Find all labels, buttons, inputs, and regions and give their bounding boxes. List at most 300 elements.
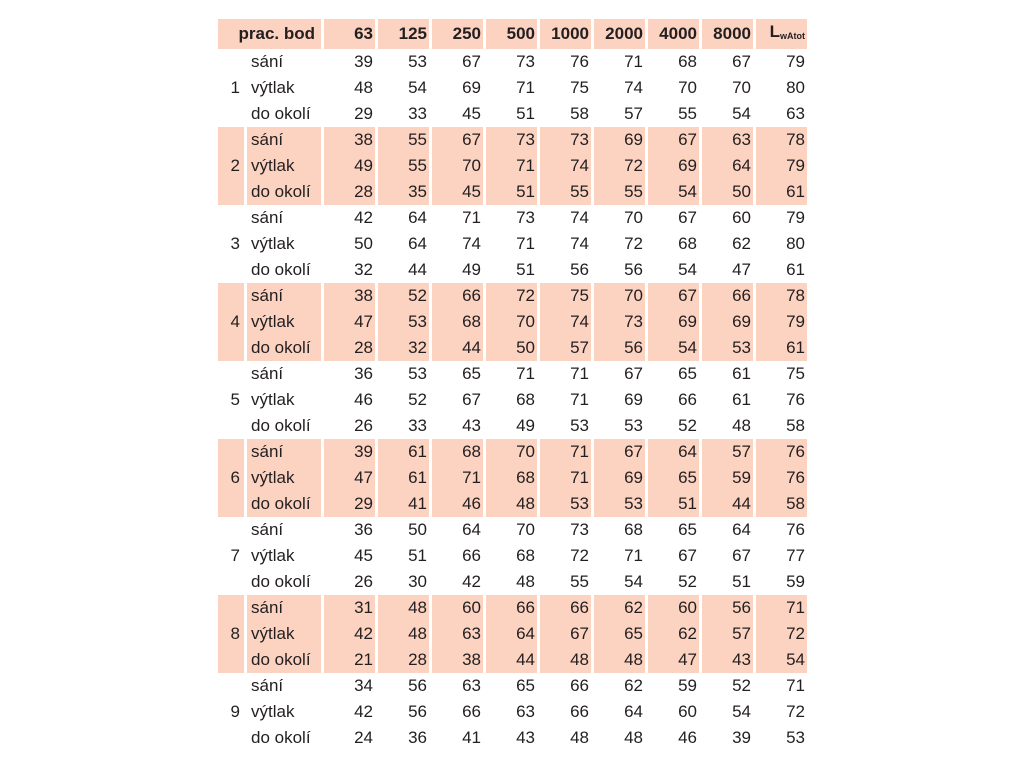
table-row	[218, 673, 807, 699]
table-row	[218, 595, 807, 621]
header-row	[218, 19, 807, 49]
band-level-cell: 46	[678, 728, 697, 747]
band-level-cell: 61	[732, 364, 751, 383]
table-row	[218, 101, 807, 127]
band-level-cell: 56	[594, 335, 645, 361]
operating-point-number: 4	[218, 283, 244, 361]
measurement-kind: do okolí	[251, 104, 311, 123]
band-level-cell: 58	[570, 104, 589, 123]
band-level-cell: 42	[462, 572, 481, 591]
noise-level-table	[215, 19, 810, 751]
operating-point-group	[218, 595, 807, 673]
band-level-cell: 54	[648, 335, 699, 361]
band-level-cell: 49	[516, 416, 535, 435]
measurement-kind: sání	[247, 283, 321, 309]
measurement-kind: výtlak	[247, 153, 321, 179]
band-level-cell: 54	[408, 78, 427, 97]
band-level-cell: 48	[378, 595, 429, 621]
band-level-cell: 71	[570, 364, 589, 383]
measurement-kind: výtlak	[247, 621, 321, 647]
band-level-cell: 66	[570, 676, 589, 695]
total-level-cell: 59	[786, 572, 805, 591]
band-level-cell: 59	[702, 465, 753, 491]
band-level-cell: 53	[624, 416, 643, 435]
band-level-cell: 61	[378, 439, 429, 465]
band-level-cell: 67	[462, 390, 481, 409]
operating-point-number: 7	[230, 546, 240, 565]
total-level-cell: 76	[756, 465, 807, 491]
total-level-cell: 53	[786, 728, 805, 747]
total-level-cell: 58	[756, 491, 807, 517]
total-level-cell: 80	[786, 234, 805, 253]
band-level-cell: 67	[624, 364, 643, 383]
band-level-cell: 65	[678, 520, 697, 539]
band-level-cell: 71	[516, 234, 535, 253]
band-level-cell: 62	[624, 676, 643, 695]
band-level-cell: 69	[648, 309, 699, 335]
noise-table-container	[218, 19, 810, 751]
band-level-cell: 55	[594, 179, 645, 205]
band-level-cell: 64	[462, 520, 481, 539]
band-level-cell: 54	[732, 702, 751, 721]
measurement-kind: výtlak	[251, 702, 295, 721]
table-row	[218, 387, 807, 413]
band-level-cell: 53	[378, 309, 429, 335]
band-level-cell: 71	[486, 153, 537, 179]
band-level-cell: 48	[594, 647, 645, 673]
band-level-cell: 69	[594, 127, 645, 153]
band-level-cell: 52	[732, 676, 751, 695]
band-level-cell: 53	[408, 364, 427, 383]
measurement-kind: výtlak	[247, 309, 321, 335]
measurement-kind: do okolí	[247, 647, 321, 673]
band-level-cell: 63	[702, 127, 753, 153]
band-level-cell: 65	[648, 465, 699, 491]
band-level-cell: 74	[540, 153, 591, 179]
band-level-cell: 69	[702, 309, 753, 335]
table-row	[218, 491, 807, 517]
band-level-cell: 54	[624, 572, 643, 591]
band-level-cell: 47	[324, 309, 375, 335]
band-level-cell: 29	[324, 491, 375, 517]
band-level-cell: 28	[378, 647, 429, 673]
band-level-cell: 56	[702, 595, 753, 621]
band-level-cell: 72	[570, 546, 589, 565]
band-level-cell: 74	[624, 78, 643, 97]
band-level-cell: 46	[432, 491, 483, 517]
band-level-cell: 47	[324, 465, 375, 491]
measurement-kind: výtlak	[247, 465, 321, 491]
measurement-kind: do okolí	[251, 728, 311, 747]
band-level-cell: 44	[408, 260, 427, 279]
band-level-cell: 53	[702, 335, 753, 361]
band-level-cell: 71	[462, 208, 481, 227]
band-level-cell: 57	[624, 104, 643, 123]
table-row	[218, 413, 807, 439]
total-level-cell: 71	[786, 676, 805, 695]
band-level-cell: 70	[624, 208, 643, 227]
band-level-cell: 46	[354, 390, 373, 409]
band-level-cell: 74	[462, 234, 481, 253]
header-band-125: 125	[378, 19, 429, 49]
table-row	[218, 127, 807, 153]
operating-point-group	[218, 439, 807, 517]
total-level-cell: 79	[756, 309, 807, 335]
band-level-cell: 47	[648, 647, 699, 673]
band-level-cell: 48	[732, 416, 751, 435]
band-level-cell: 57	[540, 335, 591, 361]
band-level-cell: 65	[594, 621, 645, 647]
band-level-cell: 35	[378, 179, 429, 205]
band-level-cell: 70	[432, 153, 483, 179]
band-level-cell: 64	[624, 702, 643, 721]
header-band-8000: 8000	[702, 19, 753, 49]
band-level-cell: 70	[516, 520, 535, 539]
total-level-cell: 58	[786, 416, 805, 435]
band-level-cell: 48	[516, 572, 535, 591]
operating-point-group	[218, 517, 807, 595]
band-level-cell: 52	[408, 390, 427, 409]
table-row	[218, 335, 807, 361]
band-level-cell: 48	[486, 491, 537, 517]
band-level-cell: 49	[462, 260, 481, 279]
total-level-cell: 71	[756, 595, 807, 621]
band-level-cell: 67	[648, 127, 699, 153]
band-level-cell: 73	[516, 52, 535, 71]
band-level-cell: 45	[432, 179, 483, 205]
operating-point-number: 2	[218, 127, 244, 205]
band-level-cell: 53	[408, 52, 427, 71]
band-level-cell: 69	[648, 153, 699, 179]
header-operating-point: prac. bod	[218, 19, 321, 49]
operating-point-number: 9	[230, 702, 240, 721]
band-level-cell: 52	[678, 416, 697, 435]
band-level-cell: 67	[732, 546, 751, 565]
band-level-cell: 39	[354, 52, 373, 71]
band-level-cell: 55	[570, 572, 589, 591]
band-level-cell: 73	[486, 127, 537, 153]
band-level-cell: 66	[462, 702, 481, 721]
band-level-cell: 70	[486, 309, 537, 335]
band-level-cell: 51	[516, 260, 535, 279]
band-level-cell: 67	[594, 439, 645, 465]
band-level-cell: 67	[678, 208, 697, 227]
band-level-cell: 53	[594, 491, 645, 517]
band-level-cell: 75	[570, 78, 589, 97]
table-row	[218, 283, 807, 309]
band-level-cell: 28	[324, 335, 375, 361]
table-row	[218, 621, 807, 647]
measurement-kind: sání	[251, 676, 284, 695]
band-level-cell: 49	[324, 153, 375, 179]
operating-point-group	[218, 205, 807, 283]
total-level-cell: 79	[786, 208, 805, 227]
band-level-cell: 55	[378, 153, 429, 179]
table-row	[218, 231, 807, 257]
band-level-cell: 39	[732, 728, 751, 747]
band-level-cell: 34	[354, 676, 373, 695]
table-row	[218, 569, 807, 595]
band-level-cell: 51	[732, 572, 751, 591]
band-level-cell: 60	[432, 595, 483, 621]
band-level-cell: 33	[408, 416, 427, 435]
band-level-cell: 68	[624, 520, 643, 539]
band-level-cell: 54	[678, 260, 697, 279]
band-level-cell: 52	[378, 283, 429, 309]
header-total-main: L	[769, 22, 780, 41]
band-level-cell: 65	[516, 676, 535, 695]
band-level-cell: 67	[540, 621, 591, 647]
band-level-cell: 54	[648, 179, 699, 205]
band-level-cell: 63	[432, 621, 483, 647]
measurement-kind: do okolí	[247, 335, 321, 361]
band-level-cell: 68	[516, 390, 535, 409]
band-level-cell: 67	[678, 546, 697, 565]
band-level-cell: 48	[570, 728, 589, 747]
band-level-cell: 74	[570, 208, 589, 227]
table-row	[218, 49, 807, 75]
band-level-cell: 56	[408, 676, 427, 695]
band-level-cell: 55	[378, 127, 429, 153]
band-level-cell: 64	[732, 520, 751, 539]
band-level-cell: 72	[486, 283, 537, 309]
total-level-cell: 75	[786, 364, 805, 383]
band-level-cell: 68	[678, 52, 697, 71]
band-level-cell: 62	[648, 621, 699, 647]
measurement-kind: do okolí	[251, 260, 311, 279]
band-level-cell: 38	[324, 127, 375, 153]
band-level-cell: 68	[432, 439, 483, 465]
header-band-2000: 2000	[594, 19, 645, 49]
total-level-cell: 76	[756, 439, 807, 465]
band-level-cell: 50	[354, 234, 373, 253]
band-level-cell: 69	[624, 390, 643, 409]
band-level-cell: 66	[462, 546, 481, 565]
band-level-cell: 62	[594, 595, 645, 621]
table-row	[218, 439, 807, 465]
table-row	[218, 179, 807, 205]
total-level-cell: 76	[786, 390, 805, 409]
band-level-cell: 71	[624, 52, 643, 71]
band-level-cell: 70	[732, 78, 751, 97]
header-total-level	[756, 19, 807, 49]
band-level-cell: 48	[540, 647, 591, 673]
band-level-cell: 44	[432, 335, 483, 361]
band-level-cell: 48	[354, 78, 373, 97]
measurement-kind: sání	[251, 520, 284, 539]
table-row	[218, 517, 807, 543]
band-level-cell: 72	[624, 234, 643, 253]
band-level-cell: 36	[354, 364, 373, 383]
band-level-cell: 65	[678, 364, 697, 383]
table-row	[218, 75, 807, 101]
band-level-cell: 42	[324, 621, 375, 647]
band-level-cell: 73	[594, 309, 645, 335]
band-level-cell: 51	[516, 104, 535, 123]
measurement-kind: sání	[251, 208, 284, 227]
band-level-cell: 71	[432, 465, 483, 491]
band-level-cell: 68	[516, 546, 535, 565]
measurement-kind: sání	[247, 439, 321, 465]
band-level-cell: 30	[408, 572, 427, 591]
header-band-63: 63	[324, 19, 375, 49]
band-level-cell: 51	[648, 491, 699, 517]
total-level-cell: 54	[756, 647, 807, 673]
band-level-cell: 74	[570, 234, 589, 253]
band-level-cell: 67	[648, 283, 699, 309]
measurement-kind: do okolí	[247, 179, 321, 205]
total-level-cell: 61	[786, 260, 805, 279]
band-level-cell: 45	[462, 104, 481, 123]
band-level-cell: 73	[516, 208, 535, 227]
band-level-cell: 66	[432, 283, 483, 309]
band-level-cell: 42	[354, 702, 373, 721]
band-level-cell: 60	[678, 702, 697, 721]
band-level-cell: 48	[624, 728, 643, 747]
band-level-cell: 66	[540, 595, 591, 621]
band-level-cell: 33	[408, 104, 427, 123]
band-level-cell: 32	[378, 335, 429, 361]
operating-point-group	[218, 283, 807, 361]
table-row	[218, 205, 807, 231]
table-row	[218, 543, 807, 569]
operating-point-group	[218, 49, 807, 127]
band-level-cell: 44	[702, 491, 753, 517]
band-level-cell: 57	[702, 439, 753, 465]
band-level-cell: 67	[732, 52, 751, 71]
band-level-cell: 36	[408, 728, 427, 747]
header-band-250: 250	[432, 19, 483, 49]
band-level-cell: 71	[516, 78, 535, 97]
band-level-cell: 32	[354, 260, 373, 279]
total-level-cell: 72	[756, 621, 807, 647]
band-level-cell: 28	[324, 179, 375, 205]
band-level-cell: 64	[486, 621, 537, 647]
total-level-cell: 78	[756, 127, 807, 153]
band-level-cell: 51	[408, 546, 427, 565]
band-level-cell: 61	[732, 390, 751, 409]
band-level-cell: 63	[516, 702, 535, 721]
operating-point-number: 3	[230, 234, 240, 253]
band-level-cell: 43	[462, 416, 481, 435]
operating-point-number: 8	[218, 595, 244, 673]
band-level-cell: 60	[648, 595, 699, 621]
band-level-cell: 36	[354, 520, 373, 539]
measurement-kind: výtlak	[251, 390, 295, 409]
operating-point-number: 1	[230, 78, 240, 97]
measurement-kind: výtlak	[251, 546, 295, 565]
band-level-cell: 26	[354, 572, 373, 591]
band-level-cell: 41	[462, 728, 481, 747]
measurement-kind: sání	[251, 364, 284, 383]
band-level-cell: 47	[732, 260, 751, 279]
band-level-cell: 63	[462, 676, 481, 695]
band-level-cell: 56	[570, 260, 589, 279]
table-row	[218, 309, 807, 335]
measurement-kind: do okolí	[247, 491, 321, 517]
total-level-cell: 79	[786, 52, 805, 71]
band-level-cell: 70	[594, 283, 645, 309]
band-level-cell: 67	[462, 52, 481, 71]
band-level-cell: 51	[486, 179, 537, 205]
band-level-cell: 53	[540, 491, 591, 517]
band-level-cell: 55	[678, 104, 697, 123]
band-level-cell: 39	[324, 439, 375, 465]
band-level-cell: 64	[648, 439, 699, 465]
operating-point-number: 5	[230, 390, 240, 409]
band-level-cell: 53	[570, 416, 589, 435]
band-level-cell: 59	[678, 676, 697, 695]
total-level-cell: 77	[786, 546, 805, 565]
band-level-cell: 72	[594, 153, 645, 179]
band-level-cell: 73	[570, 520, 589, 539]
band-level-cell: 71	[570, 390, 589, 409]
band-level-cell: 50	[702, 179, 753, 205]
band-level-cell: 44	[486, 647, 537, 673]
band-level-cell: 60	[732, 208, 751, 227]
table-row	[218, 361, 807, 387]
band-level-cell: 68	[678, 234, 697, 253]
band-level-cell: 64	[408, 234, 427, 253]
band-level-cell: 56	[408, 702, 427, 721]
measurement-kind: sání	[247, 595, 321, 621]
band-level-cell: 71	[540, 439, 591, 465]
band-level-cell: 54	[732, 104, 751, 123]
measurement-kind: do okolí	[251, 572, 311, 591]
operating-point-group	[218, 361, 807, 439]
band-level-cell: 38	[324, 283, 375, 309]
band-level-cell: 67	[432, 127, 483, 153]
band-level-cell: 68	[432, 309, 483, 335]
operating-point-group	[218, 673, 807, 751]
band-level-cell: 38	[432, 647, 483, 673]
band-level-cell: 50	[408, 520, 427, 539]
band-level-cell: 71	[624, 546, 643, 565]
band-level-cell: 76	[570, 52, 589, 71]
band-level-cell: 70	[678, 78, 697, 97]
band-level-cell: 31	[324, 595, 375, 621]
band-level-cell: 70	[486, 439, 537, 465]
table-row	[218, 647, 807, 673]
band-level-cell: 29	[354, 104, 373, 123]
band-level-cell: 43	[516, 728, 535, 747]
total-level-cell: 80	[786, 78, 805, 97]
measurement-kind: do okolí	[251, 416, 311, 435]
header-band-1000: 1000	[540, 19, 591, 49]
band-level-cell: 56	[624, 260, 643, 279]
band-level-cell: 21	[324, 647, 375, 673]
band-level-cell: 41	[378, 491, 429, 517]
band-level-cell: 43	[702, 647, 753, 673]
band-level-cell: 61	[378, 465, 429, 491]
measurement-kind: sání	[247, 127, 321, 153]
band-level-cell: 66	[570, 702, 589, 721]
band-level-cell: 48	[378, 621, 429, 647]
band-level-cell: 75	[540, 283, 591, 309]
total-level-cell: 61	[756, 335, 807, 361]
band-level-cell: 69	[594, 465, 645, 491]
band-level-cell: 65	[462, 364, 481, 383]
band-level-cell: 66	[702, 283, 753, 309]
measurement-kind: výtlak	[251, 78, 295, 97]
table-row	[218, 725, 807, 751]
table-row	[218, 699, 807, 725]
band-level-cell: 57	[702, 621, 753, 647]
header-band-500: 500	[486, 19, 537, 49]
operating-point-group	[218, 127, 807, 205]
band-level-cell: 45	[354, 546, 373, 565]
table-row	[218, 153, 807, 179]
